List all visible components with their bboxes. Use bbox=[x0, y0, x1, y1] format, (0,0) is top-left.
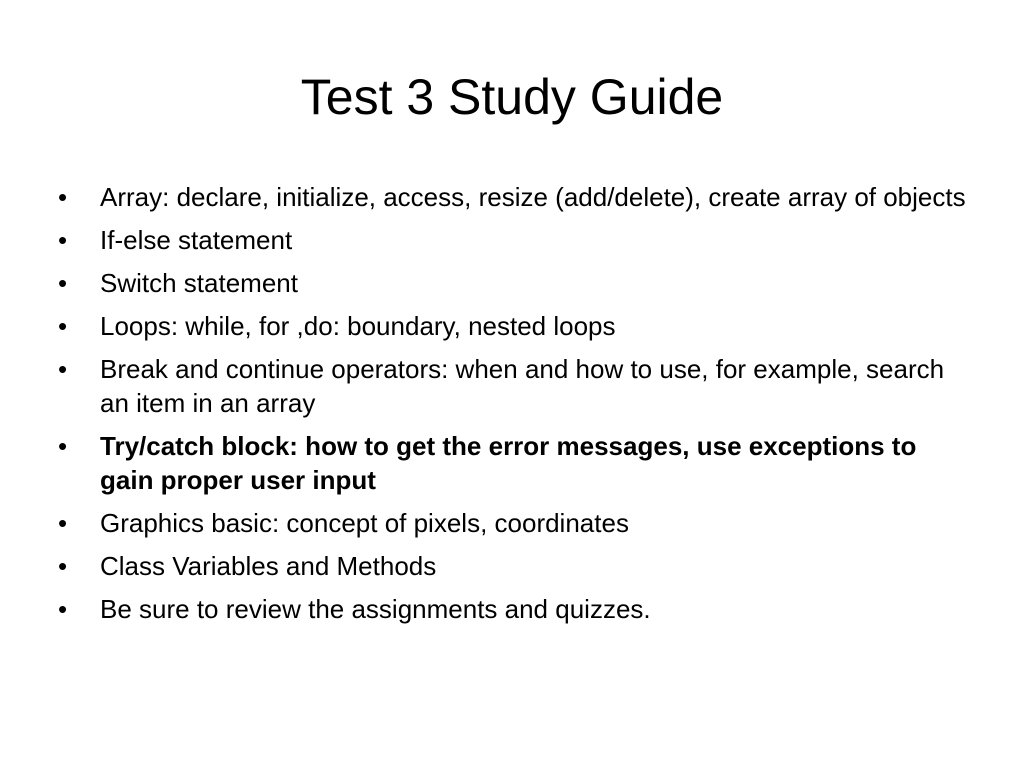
bullet-icon: • bbox=[58, 182, 68, 212]
bullet-item-emphasized bbox=[58, 429, 968, 497]
bullet-icon: • bbox=[58, 594, 68, 624]
bullet-text: Break and continue operators: when and how to use, for example, search an item in an array bbox=[100, 354, 945, 418]
bullet-text: Class Variables and Methods bbox=[100, 551, 437, 581]
bullet-text: Loops: while, for ,do: boundary, nested loops bbox=[100, 311, 616, 341]
bullet-icon: • bbox=[58, 551, 68, 581]
bullet-icon: • bbox=[58, 311, 68, 341]
bullet-text: Try/catch block: how to get the error messages, use exceptions to gain proper user input bbox=[100, 431, 917, 495]
bullet-text: Be sure to review the assignments and quizzes. bbox=[100, 594, 651, 624]
bullet-text: Array: declare, initialize, access, resize (add/delete), create array of objects bbox=[100, 182, 966, 212]
bullet-icon: • bbox=[58, 354, 68, 384]
bullet-item bbox=[58, 180, 968, 214]
slide-title: Test 3 Study Guide bbox=[300, 69, 724, 125]
bullet-text: Switch statement bbox=[100, 268, 298, 298]
bullet-item bbox=[58, 266, 968, 300]
bullet-text: Graphics basic: concept of pixels, coordinates bbox=[100, 508, 629, 538]
bullet-item bbox=[58, 309, 968, 343]
bullet-icon: • bbox=[58, 225, 68, 255]
bullet-item bbox=[58, 506, 968, 540]
bullet-list bbox=[58, 180, 968, 635]
bullet-item bbox=[58, 352, 968, 420]
bullet-icon: • bbox=[58, 508, 68, 538]
bullet-item bbox=[58, 223, 968, 257]
bullet-item bbox=[58, 549, 968, 583]
bullet-icon: • bbox=[58, 431, 68, 461]
bullet-icon: • bbox=[58, 268, 68, 298]
bullet-text: If-else statement bbox=[100, 225, 293, 255]
bullet-item bbox=[58, 592, 968, 626]
